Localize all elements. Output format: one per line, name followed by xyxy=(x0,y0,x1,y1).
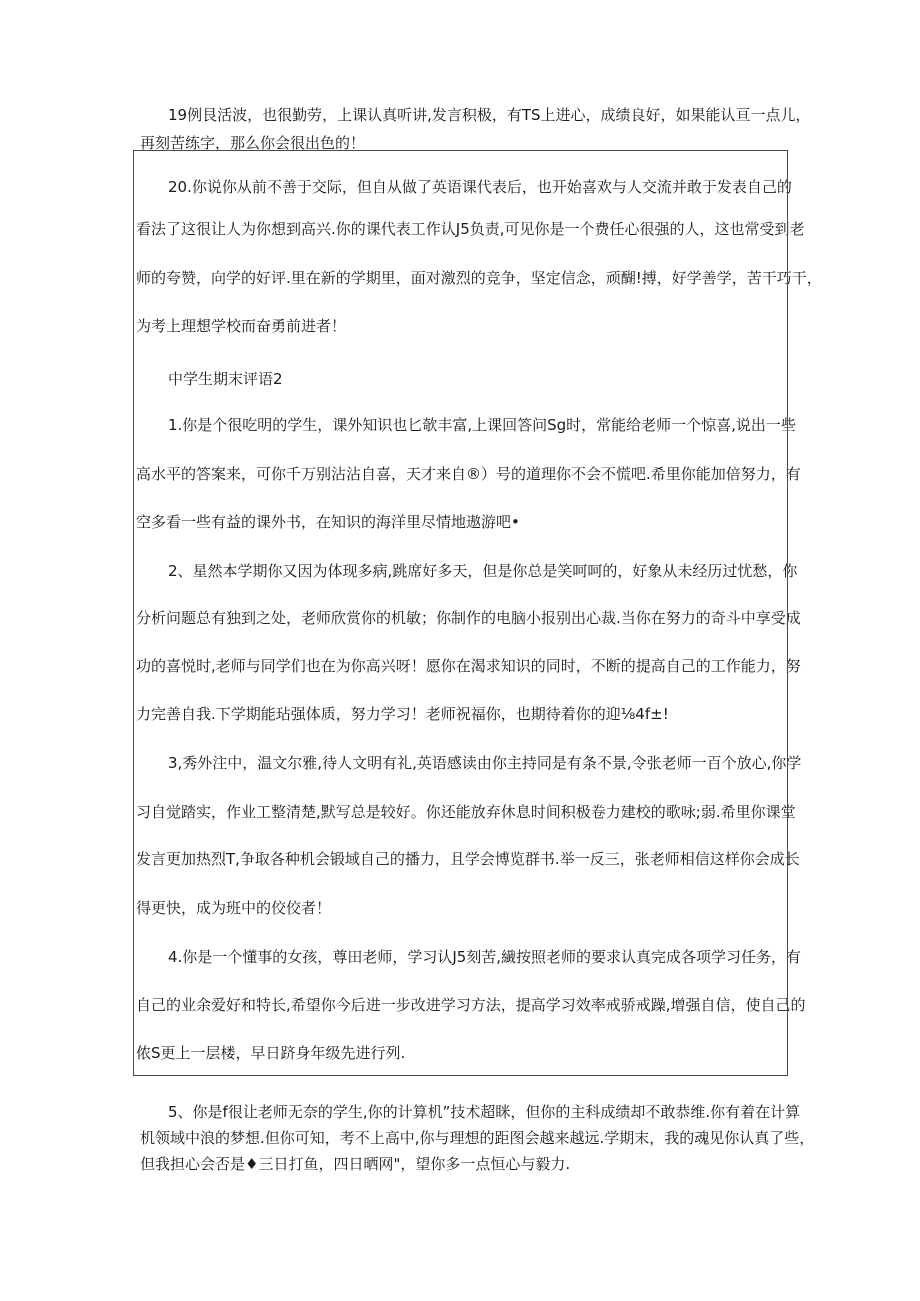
comment-3-line-3: 发言更加热烈T,争取各种机会锻域自己的播力，且学会博览群书.举一反三，张老师相信这样你会成长 xyxy=(136,850,800,868)
comment-19 xyxy=(140,101,811,157)
comment-3-line-4: 得更快，成为班中的佼佼者！ xyxy=(136,899,332,917)
comment-3-line-1: 3,秀外注中，温文尔雅,待人文明有礼,英语感读由你主持同是有条不景,令张老师一百个放心,你学 xyxy=(168,754,802,772)
text-line: 但我担心会否是♦三日打鱼，四日晒网"，望你多一点恒心与毅力. xyxy=(140,1155,571,1173)
text-line: 5、你是f很让老师无奈的学生,你的计算机”技术超眯，但你的主科成绩却不敢恭维.你有着在计算 xyxy=(168,1103,801,1121)
comment-20-line-2: 看法了这很让人为你想到高兴.你的课代表工作认J5负责,可见你是一个费任心很强的人，这也常受到老 xyxy=(136,220,805,238)
comment-1-line-2: 高水平的答案来，可你千万别沾沾自喜，天才来自®）号的道理你不会不慌吧.希里你能加倍努力，有 xyxy=(136,465,801,483)
comment-20-line-4: 为考上理想学校而奋勇前进者！ xyxy=(136,317,347,335)
text-line: 机领域中浪的梦想.但你可知，考不上高中,你与理想的距图会越来越远.学期末，我的魂见你认真了些， xyxy=(140,1129,815,1147)
comment-5 xyxy=(140,1099,815,1177)
comment-2-line-1: 2、星然本学期你又因为体现多病,跳席好多天，但是你总是笑呵呵的，好象从未经历过忧愁，你 xyxy=(168,562,798,580)
comment-4-line-2: 自己的业余爱好和特长,希望你今后进一步改进学习方法，提高学习效率戒骄戒躁,增强自信，使自己的 xyxy=(136,996,806,1014)
comment-2-line-2: 分析问题总有独到之处，老师欣赏你的机敏；你制作的电脑小报别出心裁.当你在努力的奇斗中享受成 xyxy=(136,609,801,627)
comment-2-line-3: 功的喜悦时,老师与同学们也在为你高兴呀！愿你在渴求知识的同时，不断的提高自己的工作能力，努 xyxy=(136,657,801,675)
comment-4-line-1: 4.你是一个懂事的女孩，尊田老师，学习认J5刻苦,繊按照老师的要求认真完成各项学习任务，有 xyxy=(168,948,802,966)
comment-1-line-3: 空多看一些有益的课外书，在知识的海洋里尽情地遨游吧• xyxy=(136,513,520,531)
comment-4-line-3: 侬S更上一层楼，早日跻身年级先进行列. xyxy=(136,1044,406,1062)
text-line: 再刻苦练字，那么你会很出色的！ xyxy=(140,134,366,152)
section-heading: 中学生期末评语2 xyxy=(168,370,283,388)
bordered-text-box-full xyxy=(133,150,788,707)
comment-2-line-4: 力完善自我.下学期能玷强体质，努力学习！老师祝福你，也期待着你的迎⅛4f±! xyxy=(136,705,669,723)
comment-20-line-1: 20.你说你从前不善于交际，但自从做了英语课代表后，也开始喜欢与人交流并敢于发表自己的 xyxy=(168,178,792,196)
comment-1-line-1: 1.你是个很吃明的学生，课外知识也匕欹丰富,上课回答问Sg时，常能给老师一个惊喜,说出一些 xyxy=(168,416,796,434)
comment-20-line-3: 师的夸赞，向学的好评.里在新的学期里，面对激烈的竞争，坚定信念，顽醐!搏，好学善学，苦干巧干， xyxy=(136,269,822,287)
comment-3-line-2: 习自觉踏实，作业工整清楚,默写总是较好。你还能放弃休息时间积极卷力建校的歌咏;弱.希里你课堂 xyxy=(136,803,796,821)
text-line: 19例艮活波，也很勤劳，上课认真听讲,发言积极，有TS上进心，成绩良好，如果能认亘一点儿， xyxy=(168,106,811,124)
